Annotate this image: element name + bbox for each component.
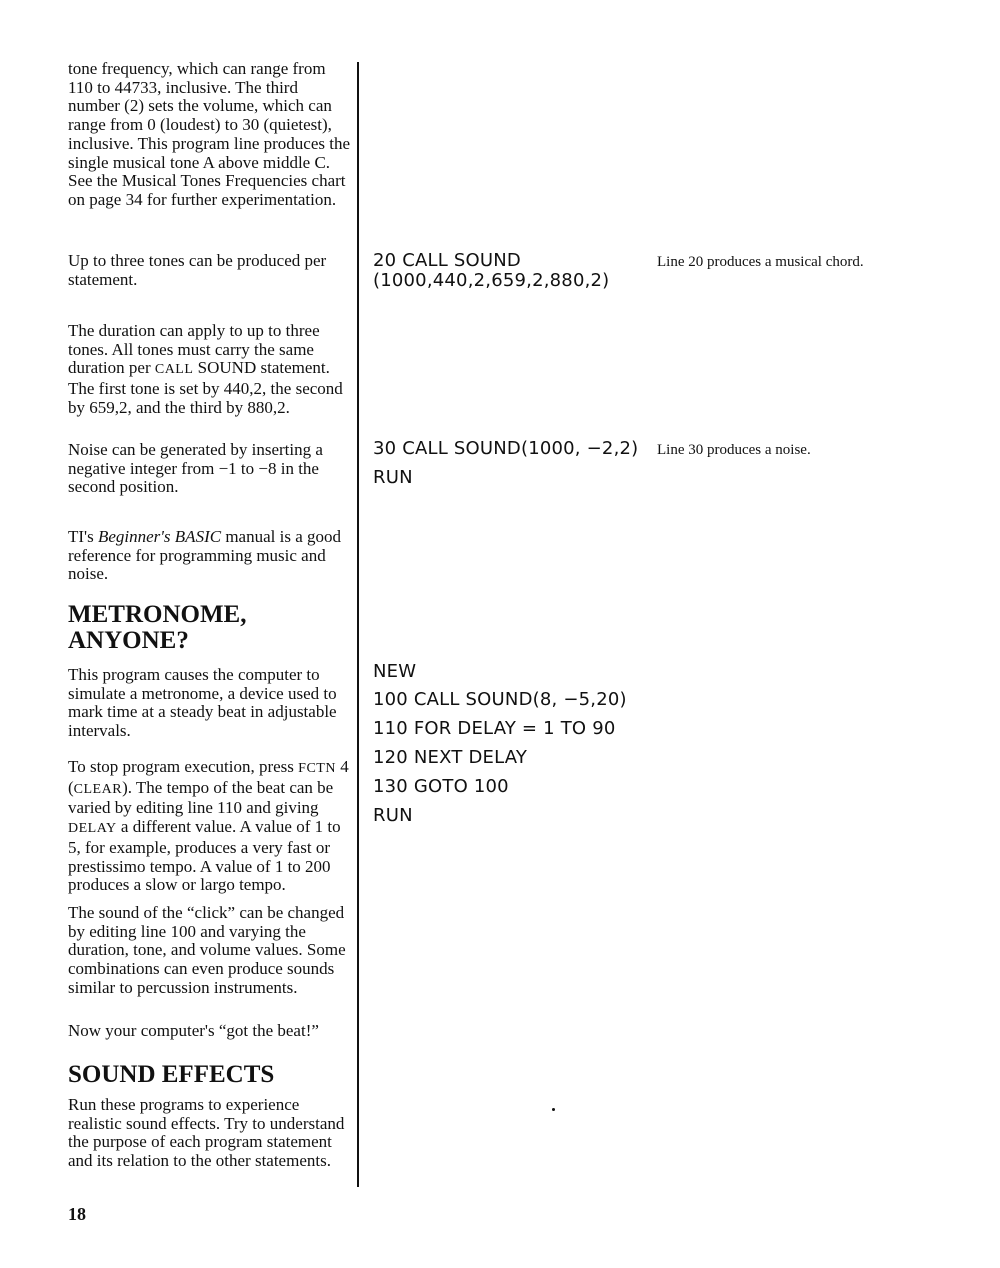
paragraph-noise: Noise can be generated by inserting a negative integer from −1 to −8 in the second position. xyxy=(68,440,323,497)
paragraph-reference xyxy=(68,528,350,584)
code-line-130: 130 GOTO 100 xyxy=(373,776,509,797)
column-divider xyxy=(357,62,359,1187)
code-line-20-args: (1000,440,2,659,2,880,2) xyxy=(373,270,610,291)
code-new: NEW xyxy=(373,661,417,682)
note-line-20: Line 20 produces a musical chord. xyxy=(657,254,864,270)
code-run-2: RUN xyxy=(373,805,413,826)
note-line-30: Line 30 produces a noise. xyxy=(657,442,811,458)
duration-call-keyword: CALL xyxy=(154,362,194,378)
stop-text-2: 4 ( xyxy=(68,757,349,797)
stop-delay-variable: DELAY xyxy=(68,821,117,837)
paragraph-tone-frequency: tone frequency, which can range from 110 to 44733, inclusive. The third number (2) sets the volume, which can range from 0 (loudest) to 30 (quietest), inclusive. This program line produces the single musical tone A above middle C. See the Musical Tones Frequencies chart on page 34 for further experimentation. xyxy=(68,59,351,209)
stop-clear-key: CLEAR xyxy=(73,781,123,797)
stray-mark xyxy=(552,1108,555,1111)
stop-text-3: ). The tempo of the beat can be varied by editing line 110 and giving xyxy=(68,777,334,818)
code-line-30: 30 CALL SOUND(1000, −2,2) xyxy=(373,438,639,459)
paragraph-click-sound: The sound of the “click” can be changed by editing line 100 and varying the duration, tone, and volume values. Some combinations can even produce sounds similar to percussion instruments. xyxy=(68,903,346,997)
paragraph-stop-execution xyxy=(68,758,350,895)
reference-manual-title: Beginner's BASIC xyxy=(97,527,222,546)
stop-text-1: To stop program execution, press xyxy=(68,757,299,776)
paragraph-three-tones: Up to three tones can be produced per statement. xyxy=(68,251,327,289)
code-line-20: 20 CALL SOUND xyxy=(373,250,521,271)
paragraph-sound-effects-intro: Run these programs to experience realistic sound effects. Try to understand the purpose of each program statement and its relation to the other statements. xyxy=(68,1095,345,1171)
reference-text: manual is a good reference for programming music and noise. xyxy=(68,527,341,584)
page-number: 18 xyxy=(68,1204,86,1224)
paragraph-duration xyxy=(68,322,350,418)
duration-text-2: SOUND statement. The first tone is set by 440,2, the second by 659,2, and the third by 880,2. xyxy=(68,358,343,417)
code-line-120: 120 NEXT DELAY xyxy=(373,747,528,768)
code-run-1: RUN xyxy=(373,467,413,488)
duration-text-1: The duration can apply to up to three tones. All tones must carry the same duration per xyxy=(68,321,320,378)
heading-sound-effects: SOUND EFFECTS xyxy=(68,1061,275,1088)
code-line-100: 100 CALL SOUND(8, −5,20) xyxy=(373,689,627,710)
heading-metronome: METRONOME, ANYONE? xyxy=(68,601,247,654)
code-line-110: 110 FOR DELAY = 1 TO 90 xyxy=(373,718,616,739)
stop-text-4: a different value. A value of 1 to 5, for example, produces a very fast or prestissimo tempo. A value of 1 to 200 produces a slow or largo tempo. xyxy=(68,817,341,895)
paragraph-got-the-beat: Now your computer's “got the beat!” xyxy=(68,1021,319,1040)
reference-ti: TI's xyxy=(68,527,98,546)
paragraph-metronome-intro: This program causes the computer to simulate a metronome, a device used to mark time at a steady beat in adjustable intervals. xyxy=(68,665,337,741)
stop-fctn-key: FCTN xyxy=(298,761,336,776)
